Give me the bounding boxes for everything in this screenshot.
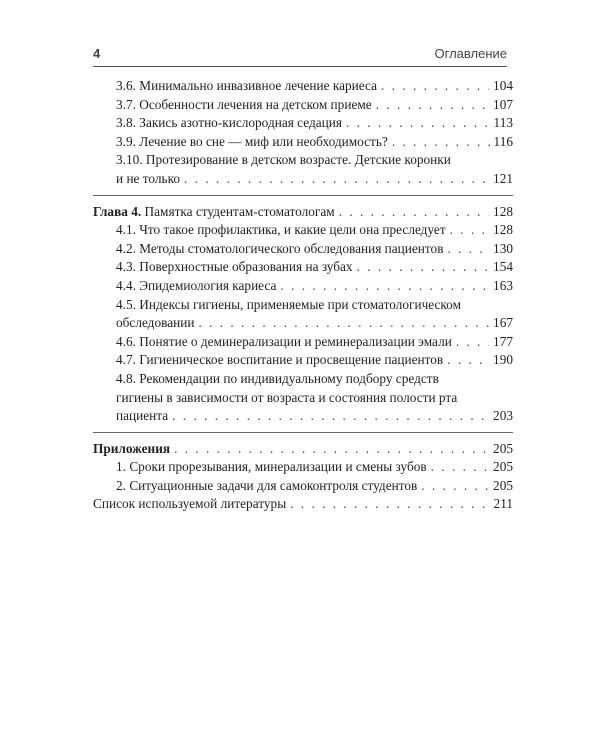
- toc-page: 116: [493, 133, 513, 149]
- section-divider: [93, 432, 513, 433]
- toc-entry-4-6[interactable]: 4.6. Понятие о деминерализации и реминерализации эмали . . . 177: [93, 333, 513, 352]
- toc-page: 177: [493, 333, 513, 349]
- toc-appendix-2[interactable]: 2. Ситуационные задачи для самоконтроля студентов . . . 205: [93, 477, 513, 496]
- toc-page: 128: [493, 222, 513, 238]
- toc-page: 130: [493, 240, 513, 256]
- toc-references[interactable]: Список используемой литературы . . . 211: [93, 495, 513, 514]
- toc-page: 107: [493, 96, 513, 112]
- toc-entry-4-1[interactable]: 4.1. Что такое профилактика, и какие цели она преследует . . . 128: [93, 221, 513, 240]
- toc-entry-3-7[interactable]: 3.7. Особенности лечения на детском приеме . . . 107: [93, 96, 513, 115]
- page-header: [93, 46, 507, 66]
- toc-entry-3-10[interactable]: 3.10. Протезирование в детском возрасте. Детские коронки и не только . . . 121: [93, 151, 513, 188]
- toc-page: 205: [493, 477, 513, 493]
- toc-page: 104: [493, 78, 513, 93]
- toc-page: 121: [493, 170, 513, 186]
- toc-page: 205: [493, 440, 513, 456]
- toc-entry-4-7[interactable]: 4.7. Гигиеническое воспитание и просвещение пациентов . . . 190: [93, 351, 513, 370]
- toc-appendices[interactable]: Приложения . . . 205: [93, 440, 513, 459]
- toc-page: 203: [493, 408, 513, 424]
- toc-entry-4-8[interactable]: 4.8. Рекомендации по индивидуальному подбору средств гигиены в зависимости от возраста и состояния полости рта пациента . . . 203: [93, 370, 513, 426]
- toc-page: 113: [493, 115, 513, 131]
- toc-entry-4-3[interactable]: 4.3. Поверхностные образования на зубах . . . 154: [93, 258, 513, 277]
- header-rule: [93, 66, 507, 67]
- toc-page: 154: [493, 259, 513, 275]
- toc-entry-4-2[interactable]: 4.2. Методы стоматологического обследования пациентов . . . 130: [93, 240, 513, 259]
- section-divider: [93, 195, 513, 196]
- toc-page: 167: [493, 315, 513, 331]
- toc-entry-3-6[interactable]: 3.6. Минимально инвазивное лечение кариеса . . . 104: [93, 77, 513, 96]
- toc-page: 205: [493, 459, 513, 475]
- page-number: 4: [93, 46, 101, 61]
- toc-page: 190: [493, 352, 513, 368]
- running-title: Оглавление: [434, 46, 507, 61]
- toc-entry-3-8[interactable]: 3.8. Закись азотно-кислородная седация . . . 113: [93, 114, 513, 133]
- table-of-contents: [93, 77, 513, 514]
- toc-entry-4-4[interactable]: 4.4. Эпидемиология кариеса . . . 163: [93, 277, 513, 296]
- toc-page: 128: [493, 203, 513, 219]
- toc-appendix-1[interactable]: 1. Сроки прорезывания, минерализации и смены зубов . . . 205: [93, 458, 513, 477]
- toc-page: 163: [493, 277, 513, 293]
- toc-chapter-4[interactable]: Глава 4. Памятка студентам-стоматологам . . . 128: [93, 203, 513, 222]
- toc-page: 211: [493, 496, 513, 512]
- toc-entry-3-9[interactable]: 3.9. Лечение во сне — миф или необходимость? . . . 116: [93, 133, 513, 152]
- toc-entry-4-5[interactable]: 4.5. Индексы гигиены, применяемые при стоматологическом обследовании . . . 167: [93, 296, 513, 333]
